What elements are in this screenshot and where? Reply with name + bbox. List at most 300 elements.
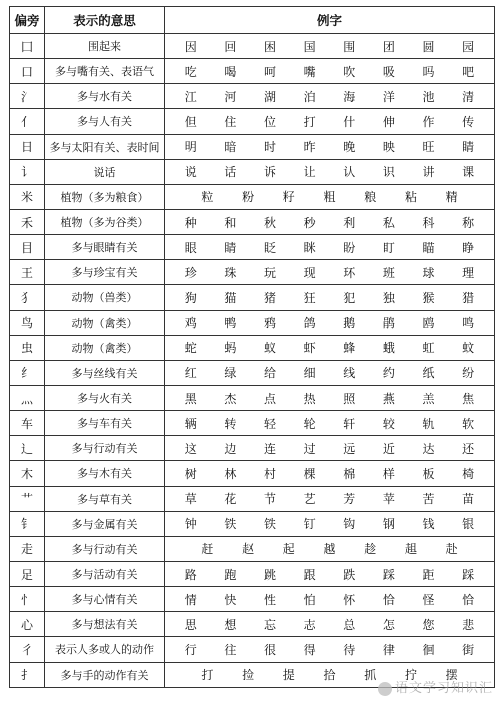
table-row (10, 436, 495, 461)
meaning-cell: 多与眼睛有关 (45, 235, 165, 260)
example-char: 住 (224, 114, 237, 129)
example-char: 怪 (422, 592, 435, 607)
example-char: 拧 (404, 668, 417, 683)
example-char: 回 (224, 39, 237, 54)
table-row (10, 310, 495, 335)
example-char: 粒 (201, 190, 214, 205)
example-char: 越 (323, 542, 336, 557)
examples-cell (165, 109, 495, 134)
example-char: 点 (264, 391, 277, 406)
example-char: 跳 (264, 567, 277, 582)
table-row (10, 385, 495, 410)
example-char: 赶 (201, 542, 214, 557)
header-row (10, 7, 495, 34)
example-char: 律 (382, 642, 395, 657)
meaning-cell: 植物（多为谷类） (45, 209, 165, 234)
example-char: 想 (224, 617, 237, 632)
example-char: 铁 (264, 517, 277, 532)
meaning-cell: 动物（禽类） (45, 335, 165, 360)
example-char: 给 (264, 366, 277, 381)
watermark-logo-icon (378, 682, 392, 696)
example-char: 节 (264, 492, 277, 507)
example-char: 利 (343, 215, 356, 230)
example-char: 芳 (343, 492, 356, 507)
example-char: 因 (184, 39, 197, 54)
examples-cell (165, 159, 495, 184)
example-char: 银 (462, 517, 475, 532)
meaning-cell: 多与草有关 (45, 486, 165, 511)
example-char: 辆 (184, 416, 197, 431)
table-row (10, 461, 495, 486)
example-char: 跑 (224, 567, 237, 582)
example-char: 江 (184, 89, 197, 104)
example-char: 鸦 (264, 316, 277, 331)
radical-cell: 目 (10, 235, 45, 260)
example-char: 线 (343, 366, 356, 381)
radical-cell: 日 (10, 134, 45, 159)
example-char: 照 (343, 391, 356, 406)
example-char: 怀 (343, 592, 356, 607)
example-char: 狗 (184, 290, 197, 305)
example-char: 羔 (422, 391, 435, 406)
radical-cell: 心 (10, 612, 45, 637)
meaning-cell: 多与心情有关 (45, 587, 165, 612)
examples-cell (165, 587, 495, 612)
header-meaning: 表示的意思 (45, 7, 165, 34)
example-char: 很 (264, 642, 277, 657)
example-char: 苹 (382, 492, 395, 507)
example-char: 总 (343, 617, 356, 632)
example-char: 纸 (422, 366, 435, 381)
table-row (10, 335, 495, 360)
example-char: 现 (303, 265, 316, 280)
example-char: 湖 (264, 89, 277, 104)
example-char: 快 (224, 592, 237, 607)
example-char: 鹅 (343, 316, 356, 331)
examples-cell (165, 134, 495, 159)
table-row (10, 637, 495, 662)
example-char: 钱 (422, 517, 435, 532)
example-char: 吸 (382, 64, 395, 79)
example-char: 话 (224, 165, 237, 180)
example-char: 鸣 (462, 316, 475, 331)
example-char: 徊 (422, 642, 435, 657)
example-char: 说 (184, 165, 197, 180)
radical-cell: 王 (10, 260, 45, 285)
example-char: 钉 (303, 517, 316, 532)
radical-cell: 车 (10, 411, 45, 436)
example-char: 粗 (323, 190, 336, 205)
radical-cell: 灬 (10, 385, 45, 410)
example-char: 连 (264, 441, 277, 456)
example-char: 昨 (303, 140, 316, 155)
example-char: 鸭 (224, 316, 237, 331)
table-row (10, 511, 495, 536)
example-char: 理 (462, 265, 475, 280)
examples-cell (165, 285, 495, 310)
table-row (10, 184, 495, 209)
example-char: 环 (343, 265, 356, 280)
example-char: 吗 (422, 64, 435, 79)
example-char: 科 (422, 215, 435, 230)
examples-cell (165, 612, 495, 637)
example-char: 距 (422, 567, 435, 582)
example-char: 细 (303, 366, 316, 381)
example-char: 时 (264, 140, 277, 155)
example-char: 热 (303, 391, 316, 406)
example-char: 赵 (242, 542, 255, 557)
example-char: 街 (462, 642, 475, 657)
example-char: 苗 (462, 492, 475, 507)
example-char: 捡 (242, 668, 255, 683)
example-char: 讲 (422, 165, 435, 180)
radical-cell: 足 (10, 561, 45, 586)
table-row (10, 235, 495, 260)
table-row (10, 486, 495, 511)
watermark (378, 677, 493, 696)
example-char: 课 (462, 165, 475, 180)
table-row (10, 34, 495, 59)
radical-cell: 亻 (10, 109, 45, 134)
example-char: 蛾 (382, 341, 395, 356)
example-char: 珍 (184, 265, 197, 280)
meaning-cell: 多与想法有关 (45, 612, 165, 637)
examples-cell (165, 486, 495, 511)
example-char: 钢 (382, 517, 395, 532)
example-char: 抓 (364, 668, 377, 683)
example-char: 志 (303, 617, 316, 632)
radical-cell: 米 (10, 184, 45, 209)
example-char: 喝 (224, 64, 237, 79)
table-row (10, 285, 495, 310)
example-char: 秒 (303, 215, 316, 230)
example-char: 眯 (303, 240, 316, 255)
example-char: 悲 (462, 617, 475, 632)
example-char: 粮 (364, 190, 377, 205)
example-char: 独 (382, 290, 395, 305)
example-char: 达 (422, 441, 435, 456)
radical-cell: 忄 (10, 587, 45, 612)
example-char: 红 (184, 366, 197, 381)
example-char: 认 (343, 165, 356, 180)
example-char: 晚 (343, 140, 356, 155)
examples-cell (165, 59, 495, 84)
example-char: 睁 (462, 240, 475, 255)
example-char: 趁 (364, 542, 377, 557)
table-row (10, 159, 495, 184)
meaning-cell: 动物（禽类） (45, 310, 165, 335)
example-char: 伸 (382, 114, 395, 129)
meaning-cell: 多与人有关 (45, 109, 165, 134)
example-char: 赴 (445, 542, 458, 557)
example-char: 吃 (184, 64, 197, 79)
example-char: 您 (422, 617, 435, 632)
example-char: 踩 (462, 567, 475, 582)
examples-cell (165, 436, 495, 461)
example-char: 困 (264, 39, 277, 54)
example-char: 作 (422, 114, 435, 129)
example-char: 盯 (382, 240, 395, 255)
example-char: 吧 (462, 64, 475, 79)
example-char: 还 (462, 441, 475, 456)
example-char: 映 (382, 140, 395, 155)
meaning-cell: 多与手的动作有关 (45, 662, 165, 687)
examples-cell (165, 360, 495, 385)
examples-cell (165, 209, 495, 234)
example-char: 过 (303, 441, 316, 456)
examples-cell (165, 411, 495, 436)
table-row (10, 134, 495, 159)
example-char: 恰 (462, 592, 475, 607)
example-char: 踩 (382, 567, 395, 582)
example-char: 眨 (264, 240, 277, 255)
radical-cell: 犭 (10, 285, 45, 310)
example-char: 洋 (382, 89, 395, 104)
example-char: 猫 (224, 290, 237, 305)
example-char: 称 (462, 215, 475, 230)
example-char: 猎 (462, 290, 475, 305)
table-row (10, 536, 495, 561)
example-char: 旺 (422, 140, 435, 155)
example-char: 性 (264, 592, 277, 607)
example-char: 蛇 (184, 341, 197, 356)
examples-cell (165, 637, 495, 662)
example-char: 什 (343, 114, 356, 129)
radical-cell: 口 (10, 59, 45, 84)
examples-cell (165, 310, 495, 335)
example-char: 团 (382, 39, 395, 54)
example-char: 狂 (303, 290, 316, 305)
example-char: 玩 (264, 265, 277, 280)
example-char: 虾 (303, 341, 316, 356)
example-char: 黑 (184, 391, 197, 406)
radical-cell: 囗 (10, 34, 45, 59)
example-char: 轨 (422, 416, 435, 431)
example-char: 打 (303, 114, 316, 129)
meaning-cell: 围起来 (45, 34, 165, 59)
examples-cell (165, 260, 495, 285)
example-char: 位 (264, 114, 277, 129)
example-char: 围 (343, 39, 356, 54)
example-char: 较 (382, 416, 395, 431)
example-char: 粘 (404, 190, 417, 205)
example-char: 犯 (343, 290, 356, 305)
radical-cell: 艹 (10, 486, 45, 511)
example-char: 拾 (323, 668, 336, 683)
radical-table (9, 6, 495, 688)
example-char: 待 (343, 642, 356, 657)
example-char: 班 (382, 265, 395, 280)
radical-cell: 辶 (10, 436, 45, 461)
example-char: 河 (224, 89, 237, 104)
examples-cell (165, 561, 495, 586)
example-char: 粉 (242, 190, 255, 205)
example-char: 钩 (343, 517, 356, 532)
example-char: 铁 (224, 517, 237, 532)
examples-cell (165, 536, 495, 561)
example-char: 睛 (224, 240, 237, 255)
example-char: 国 (303, 39, 316, 54)
meaning-cell: 多与木有关 (45, 461, 165, 486)
example-char: 打 (201, 668, 214, 683)
example-char: 思 (184, 617, 197, 632)
table-row (10, 411, 495, 436)
meaning-cell: 多与珍宝有关 (45, 260, 165, 285)
example-char: 行 (184, 642, 197, 657)
example-char: 绿 (224, 366, 237, 381)
example-char: 边 (224, 441, 237, 456)
examples-cell (165, 385, 495, 410)
example-char: 村 (264, 466, 277, 481)
meaning-cell: 表示人多或人的动作 (45, 637, 165, 662)
radical-cell: 走 (10, 536, 45, 561)
example-char: 识 (382, 165, 395, 180)
meaning-cell: 多与行动有关 (45, 536, 165, 561)
example-char: 海 (343, 89, 356, 104)
example-char: 苦 (422, 492, 435, 507)
meaning-cell: 多与行动有关 (45, 436, 165, 461)
example-char: 秋 (264, 215, 277, 230)
example-char: 鸥 (422, 316, 435, 331)
example-char: 忘 (264, 617, 277, 632)
meaning-cell: 说话 (45, 159, 165, 184)
examples-cell (165, 184, 495, 209)
example-char: 鹃 (382, 316, 395, 331)
example-char: 样 (382, 466, 395, 481)
example-char: 鸽 (303, 316, 316, 331)
example-char: 路 (184, 567, 197, 582)
example-char: 猪 (264, 290, 277, 305)
example-char: 椅 (462, 466, 475, 481)
example-char: 让 (303, 165, 316, 180)
example-char: 焦 (462, 391, 475, 406)
example-char: 鸡 (184, 316, 197, 331)
example-char: 远 (343, 441, 356, 456)
table-row (10, 587, 495, 612)
table-row (10, 209, 495, 234)
example-char: 籽 (282, 190, 295, 205)
example-char: 怕 (303, 592, 316, 607)
example-char: 睛 (462, 140, 475, 155)
example-char: 转 (224, 416, 237, 431)
header-examples: 例字 (165, 7, 495, 34)
example-char: 明 (184, 140, 197, 155)
example-char: 传 (462, 114, 475, 129)
example-char: 诉 (264, 165, 277, 180)
example-char: 虹 (422, 341, 435, 356)
table-row (10, 109, 495, 134)
radical-cell: 氵 (10, 84, 45, 109)
radical-cell: 虫 (10, 335, 45, 360)
example-char: 约 (382, 366, 395, 381)
table-row (10, 561, 495, 586)
example-char: 吹 (343, 64, 356, 79)
example-char: 蚁 (264, 341, 277, 356)
example-char: 泊 (303, 89, 316, 104)
examples-cell (165, 511, 495, 536)
radical-cell: 鸟 (10, 310, 45, 335)
example-char: 纷 (462, 366, 475, 381)
example-char: 暗 (224, 140, 237, 155)
meaning-cell: 多与太阳有关、表时间 (45, 134, 165, 159)
example-char: 跟 (303, 567, 316, 582)
example-char: 精 (445, 190, 458, 205)
example-char: 板 (422, 466, 435, 481)
example-char: 起 (282, 542, 295, 557)
meaning-cell: 多与嘴有关、表语气 (45, 59, 165, 84)
example-char: 艺 (303, 492, 316, 507)
example-char: 林 (224, 466, 237, 481)
example-char: 蚊 (462, 341, 475, 356)
radical-cell: 彳 (10, 637, 45, 662)
example-char: 燕 (382, 391, 395, 406)
example-char: 池 (422, 89, 435, 104)
meaning-cell: 多与水有关 (45, 84, 165, 109)
example-char: 恰 (382, 592, 395, 607)
example-char: 情 (184, 592, 197, 607)
example-char: 杰 (224, 391, 237, 406)
example-char: 得 (303, 642, 316, 657)
example-char: 但 (184, 114, 197, 129)
example-char: 蚂 (224, 341, 237, 356)
example-char: 嘴 (303, 64, 316, 79)
example-char: 瞄 (422, 240, 435, 255)
table-row (10, 59, 495, 84)
example-char: 呵 (264, 64, 277, 79)
example-char: 珠 (224, 265, 237, 280)
example-char: 提 (282, 668, 295, 683)
example-char: 这 (184, 441, 197, 456)
example-char: 猴 (422, 290, 435, 305)
example-char: 跌 (343, 567, 356, 582)
header-radical: 偏旁 (10, 7, 45, 34)
example-char: 球 (422, 265, 435, 280)
meaning-cell: 动物（兽类） (45, 285, 165, 310)
radical-cell: 扌 (10, 662, 45, 687)
meaning-cell: 多与车有关 (45, 411, 165, 436)
examples-cell (165, 84, 495, 109)
meaning-cell: 植物（多为粮食） (45, 184, 165, 209)
meaning-cell: 多与火有关 (45, 385, 165, 410)
example-char: 怎 (382, 617, 395, 632)
examples-cell (165, 335, 495, 360)
radical-cell: 钅 (10, 511, 45, 536)
example-char: 花 (224, 492, 237, 507)
radical-cell: 禾 (10, 209, 45, 234)
example-char: 圆 (422, 39, 435, 54)
example-char: 轻 (264, 416, 277, 431)
watermark-text: 语文学习知识汇 (394, 681, 493, 696)
table-row (10, 260, 495, 285)
example-char: 清 (462, 89, 475, 104)
example-char: 摆 (445, 668, 458, 683)
examples-cell (165, 461, 495, 486)
example-char: 软 (462, 416, 475, 431)
example-char: 树 (184, 466, 197, 481)
meaning-cell: 多与丝线有关 (45, 360, 165, 385)
table-row (10, 360, 495, 385)
example-char: 往 (224, 642, 237, 657)
example-char: 和 (224, 215, 237, 230)
table-row (10, 612, 495, 637)
example-char: 趄 (404, 542, 417, 557)
example-char: 近 (382, 441, 395, 456)
meaning-cell: 多与活动有关 (45, 561, 165, 586)
example-char: 盼 (343, 240, 356, 255)
example-char: 棵 (303, 466, 316, 481)
example-char: 种 (184, 215, 197, 230)
radical-cell: 讠 (10, 159, 45, 184)
